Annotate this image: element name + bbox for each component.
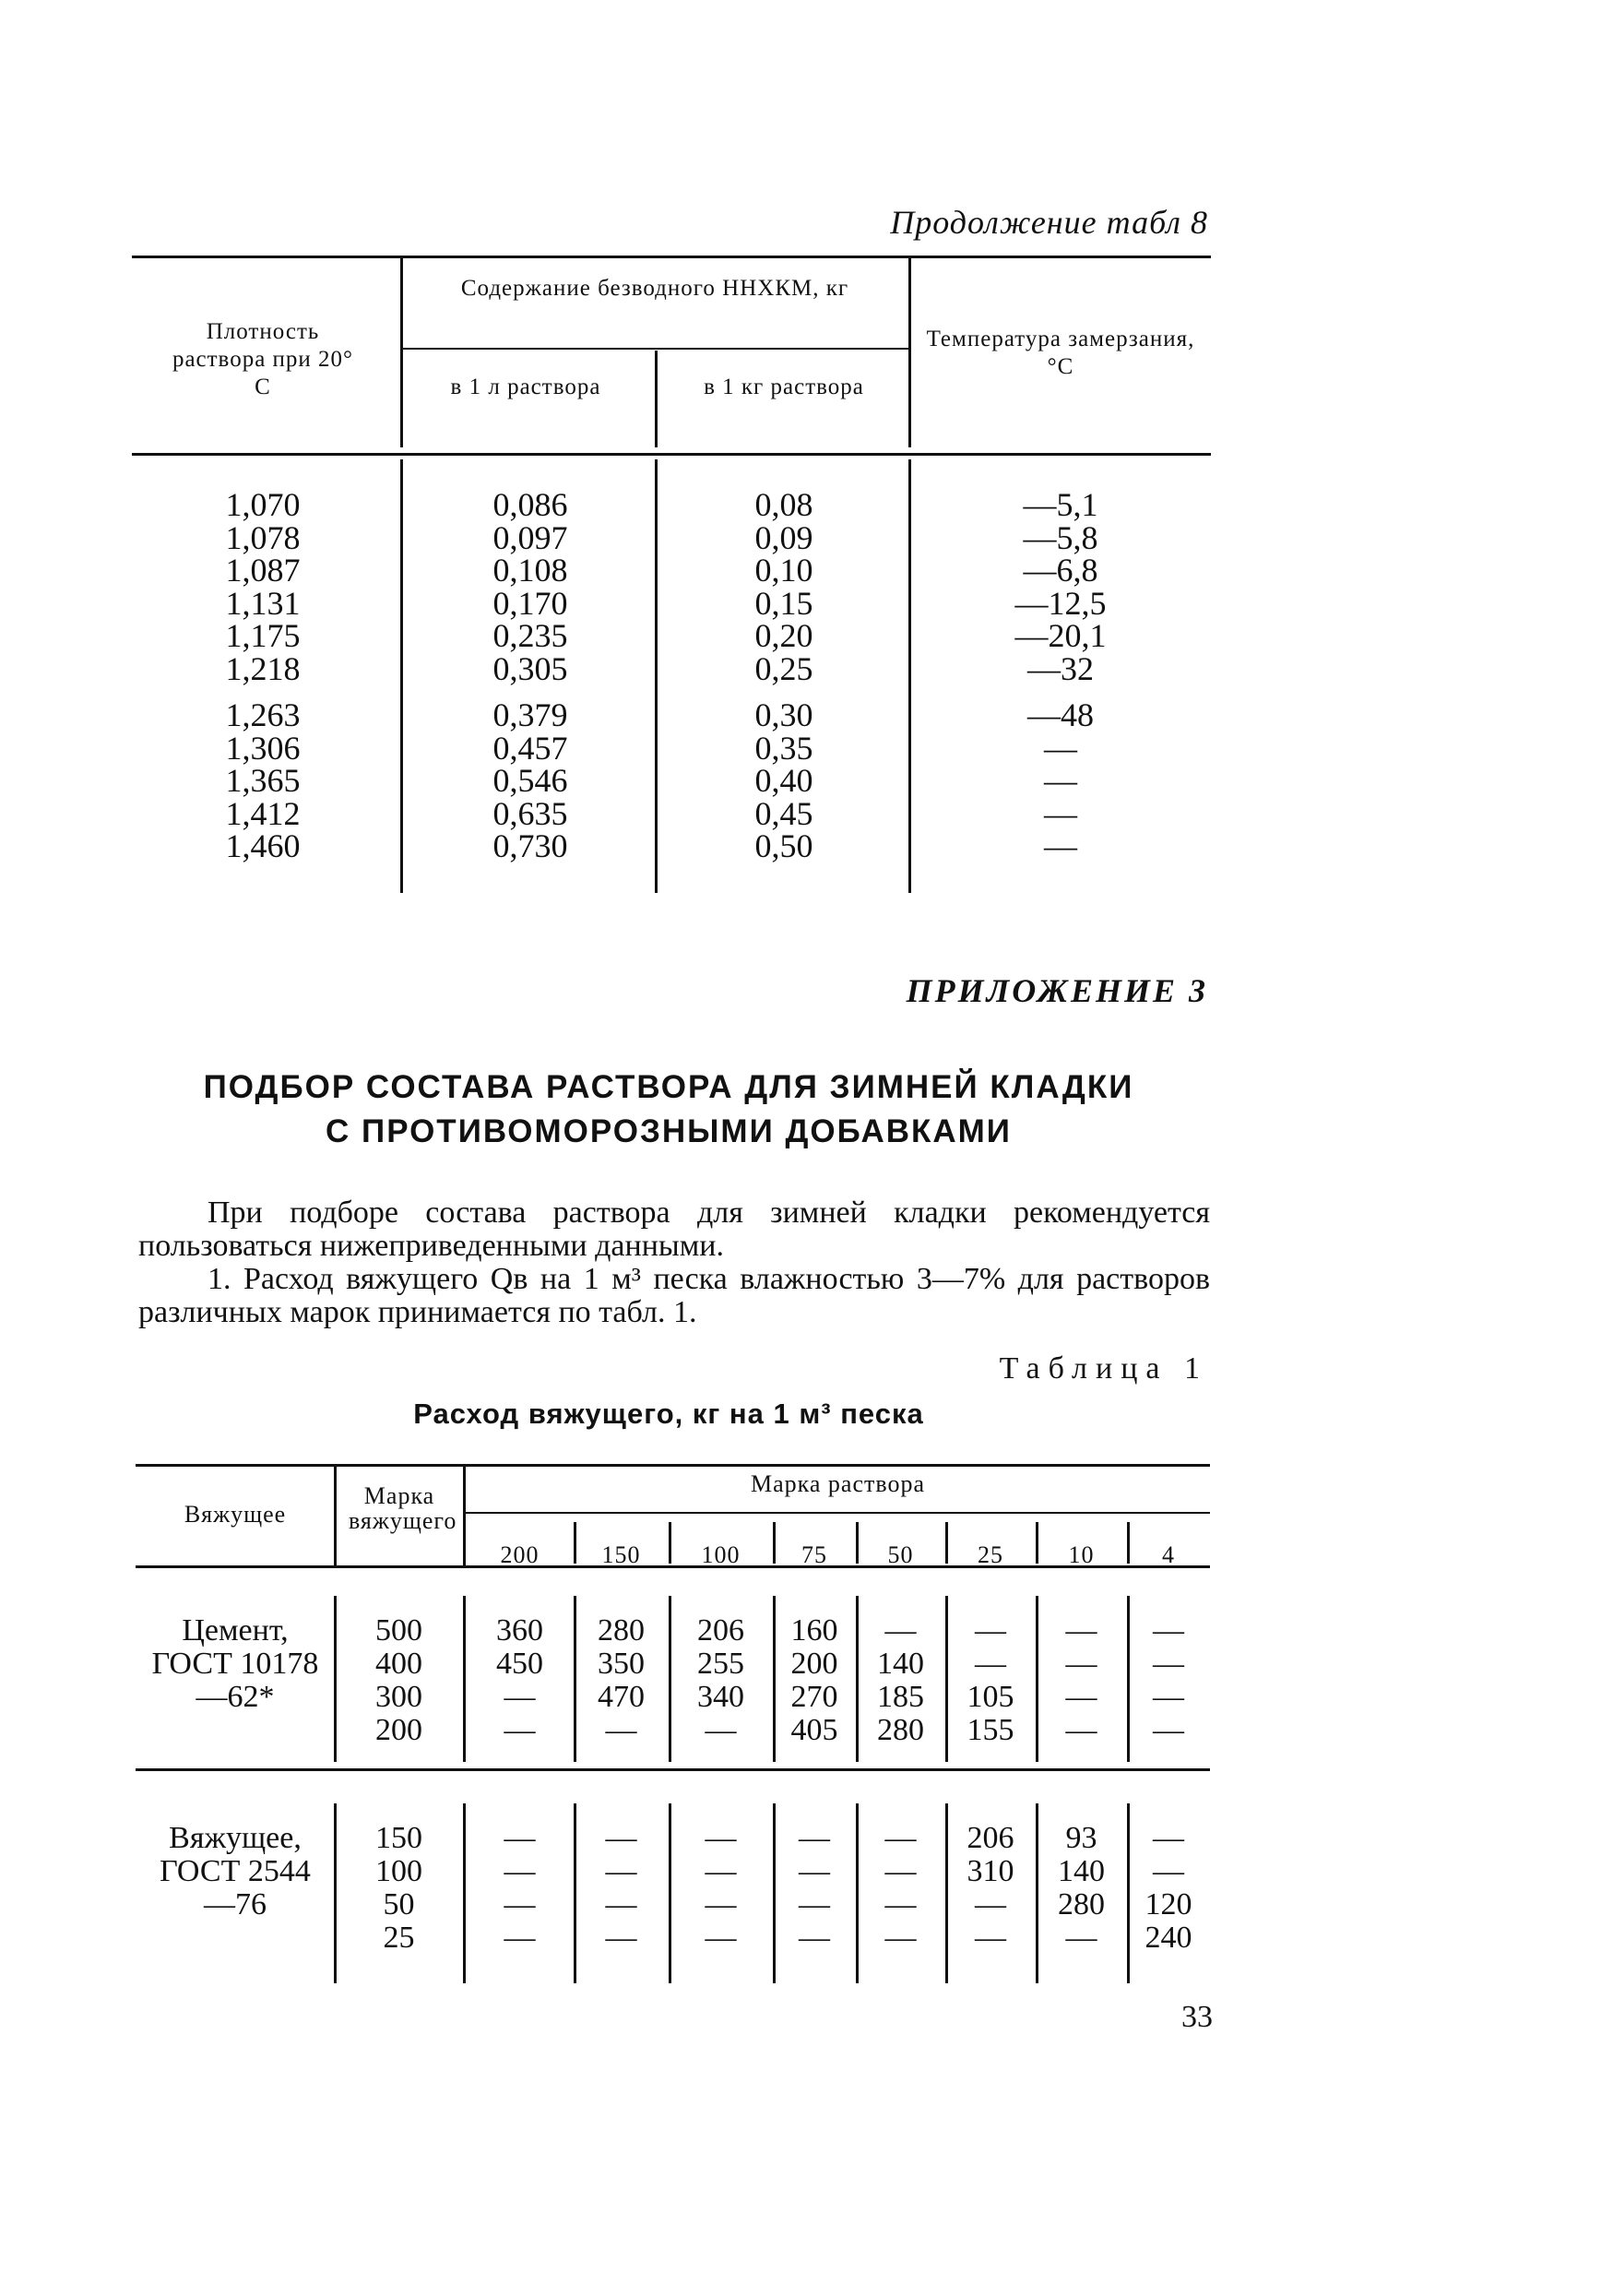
table-cell: 0,15 [754, 584, 813, 622]
table-cell: — [1044, 762, 1077, 799]
table1-top-rule [136, 1464, 1210, 1467]
header-freezing: Температура замерзания, °С [926, 327, 1195, 379]
table-cell: 0,546 [492, 762, 568, 799]
table-cell: — [884, 1854, 917, 1888]
table1-group-divider [136, 1768, 1210, 1771]
column-divider [1036, 1803, 1038, 1983]
table-cell: 140 [1058, 1854, 1105, 1888]
table-cell: 0,108 [492, 552, 568, 589]
table-cell: 1,263 [225, 696, 301, 733]
table-caption: Продолжение табл 8 [890, 204, 1208, 241]
table-cell: 0,170 [492, 584, 568, 622]
table-cell: — [504, 1680, 536, 1714]
column-divider [1036, 1522, 1038, 1564]
table-cell: 155 [967, 1713, 1014, 1747]
table-cell: —32 [1027, 649, 1094, 687]
table-row [0, 518, 1613, 556]
appendix-title [138, 1065, 1199, 1154]
table-cell: 450 [496, 1647, 543, 1681]
table-cell: — [504, 1821, 536, 1855]
table-cell: 0,10 [754, 552, 813, 589]
column-divider [334, 1467, 337, 1565]
table-cell: — [1065, 1680, 1097, 1714]
table-row [0, 554, 1613, 587]
table-cell: 1,131 [225, 584, 301, 622]
table-cell: — [799, 1887, 830, 1921]
table-cell: — [884, 1821, 917, 1855]
table-cell: — [705, 1887, 737, 1921]
grade-header: 25 [978, 1541, 1003, 1568]
table-cell: —6,8 [1023, 552, 1098, 589]
column-divider [574, 1596, 576, 1762]
table-cell: 206 [697, 1613, 744, 1648]
table-cell: 270 [790, 1680, 838, 1714]
table-header-bottom-rule [132, 453, 1211, 456]
table-cell: — [605, 1854, 637, 1888]
table-row [0, 617, 1613, 654]
table-cell: 0,50 [754, 827, 813, 864]
table-cell: 300 [375, 1680, 422, 1714]
column-divider [1127, 1803, 1130, 1983]
table-cell: — [1044, 729, 1077, 767]
table-cell: 25 [383, 1921, 415, 1955]
table-cell: 0,305 [492, 649, 568, 687]
table-cell: —12,5 [1014, 584, 1107, 622]
table-cell: — [975, 1613, 1006, 1648]
table-cell: 0,08 [754, 486, 813, 523]
table-cell: — [1153, 1647, 1184, 1681]
table-cell: 105 [967, 1680, 1014, 1714]
table-cell: — [884, 1887, 917, 1921]
appendix-paragraph-2: 1. Расход вяжущего Qв на 1 м³ песка влажностью 3—7% для растворов различных марок принимается по табл. 1. [138, 1262, 1210, 1329]
table-cell: — [605, 1921, 637, 1955]
grade-header: 4 [1162, 1541, 1175, 1568]
table-row [0, 827, 1613, 864]
column-divider [908, 258, 911, 447]
table-cell: 500 [375, 1613, 422, 1648]
table-cell: — [1065, 1921, 1097, 1955]
column-divider [400, 258, 403, 447]
column-divider [856, 1596, 859, 1762]
header-binder: Вяжущее [184, 1501, 287, 1528]
table-cell: 0,635 [492, 794, 568, 832]
header-per-kg: в 1 кг раствора [704, 375, 864, 399]
table-cell: — [975, 1647, 1006, 1681]
table-cell: — [705, 1854, 737, 1888]
grade-header: 50 [887, 1541, 914, 1568]
table-cell: — [705, 1921, 737, 1955]
header-density: Плотность раствора при 20° С [172, 319, 354, 399]
table-cell: 0,379 [492, 696, 568, 733]
column-divider [334, 1803, 337, 1983]
table1-header-bottom-rule [136, 1565, 1210, 1568]
table-cell: 200 [790, 1647, 838, 1681]
table-cell: 0,097 [492, 518, 568, 556]
table-cell: 0,30 [754, 696, 813, 733]
table-cell: — [1153, 1613, 1184, 1648]
table-cell: —5,8 [1023, 518, 1098, 556]
table-cell: — [1065, 1713, 1097, 1747]
grade-header: 100 [701, 1541, 741, 1568]
column-divider [773, 1522, 776, 1564]
table-cell: 1,412 [225, 794, 301, 832]
column-divider [655, 351, 658, 447]
table-cell: — [1153, 1821, 1184, 1855]
header-content-group: Содержание безводного ННХКМ, кг [460, 276, 849, 301]
table-cell: — [1153, 1854, 1184, 1888]
table-row [0, 794, 1613, 832]
table-cell: 50 [383, 1887, 415, 1921]
table-cell: — [605, 1887, 637, 1921]
group-name: Вяжущее, ГОСТ 2544—76 [160, 1821, 311, 1921]
column-divider [856, 1803, 859, 1983]
table-row [0, 729, 1613, 767]
table-cell: 0,730 [492, 827, 568, 864]
grade-header: 75 [801, 1541, 827, 1568]
appendix-title-line2: С ПРОТИВОМОРОЗНЫМИ ДОБАВКАМИ [326, 1113, 1012, 1149]
table-cell: 1,070 [225, 486, 301, 523]
column-divider [463, 1596, 466, 1762]
table-subheader-rule [403, 348, 910, 350]
table-cell: 360 [496, 1613, 543, 1648]
column-divider [1036, 1596, 1038, 1762]
table-cell: — [504, 1921, 536, 1955]
table-cell: — [1044, 827, 1077, 864]
table-cell: 280 [1058, 1887, 1105, 1921]
table-cell: — [1044, 794, 1077, 832]
table1-label: Таблица 1 [999, 1351, 1208, 1386]
table-cell: — [799, 1821, 830, 1855]
grade-header: 200 [500, 1541, 540, 1568]
table-cell: —20,1 [1014, 617, 1107, 654]
appendix-title-line1: ПОДБОР СОСТАВА РАСТВОРА ДЛЯ ЗИМНЕЙ КЛАДКИ [203, 1069, 1134, 1105]
table1-subheader-rule [466, 1512, 1210, 1514]
table-cell: 100 [375, 1854, 422, 1888]
table-cell: — [605, 1713, 637, 1747]
table-top-rule [132, 256, 1211, 258]
table-cell: — [605, 1821, 637, 1855]
table-cell: —5,1 [1023, 486, 1098, 523]
table-cell: 0,235 [492, 617, 568, 654]
table-cell: 1,175 [225, 617, 301, 654]
table-cell: 200 [375, 1713, 422, 1747]
column-divider [945, 1803, 948, 1983]
table-row [0, 584, 1613, 622]
table-cell: 280 [598, 1613, 645, 1648]
table-cell: — [1153, 1713, 1184, 1747]
table-cell: 1,078 [225, 518, 301, 556]
table-cell: — [884, 1613, 917, 1648]
table-cell: 1,218 [225, 649, 301, 687]
column-divider [945, 1596, 948, 1762]
column-divider [669, 1522, 671, 1564]
table-cell: — [1153, 1680, 1184, 1714]
column-divider [463, 1803, 466, 1983]
header-per-liter: в 1 л раствора [450, 375, 601, 399]
table-cell: 350 [598, 1647, 645, 1681]
column-divider [1127, 1522, 1130, 1564]
table1-title: Расход вяжущего, кг на 1 м³ песка [413, 1398, 924, 1430]
table-cell: — [705, 1713, 737, 1747]
table-row [0, 696, 1613, 733]
page-number: 33 [1181, 2000, 1213, 2034]
table-cell: 185 [877, 1680, 924, 1714]
table-cell: 1,306 [225, 729, 301, 767]
table-cell: 400 [375, 1647, 422, 1681]
table-cell: — [1065, 1613, 1097, 1648]
table-cell: — [504, 1887, 536, 1921]
table-cell: 0,20 [754, 617, 813, 654]
group-name: Цемент, ГОСТ 10178—62* [151, 1613, 319, 1714]
table-cell: 1,460 [225, 827, 301, 864]
column-divider [773, 1803, 776, 1983]
table-cell: — [975, 1887, 1006, 1921]
column-divider [669, 1596, 671, 1762]
table-cell: 0,35 [754, 729, 813, 767]
column-divider [1127, 1596, 1130, 1762]
table-cell: 160 [790, 1613, 838, 1648]
table-cell: 255 [697, 1647, 744, 1681]
table-cell: 0,25 [754, 649, 813, 687]
column-divider [574, 1522, 576, 1564]
table-cell: — [504, 1854, 536, 1888]
table-cell: — [799, 1921, 830, 1955]
table-row [0, 486, 1613, 523]
table-cell: — [975, 1921, 1006, 1955]
table-cell: — [504, 1713, 536, 1747]
table-cell: 470 [598, 1680, 645, 1714]
table-cell: 1,087 [225, 552, 301, 589]
table-cell: 120 [1145, 1887, 1192, 1921]
column-divider [574, 1803, 576, 1983]
appendix-label: ПРИЛОЖЕНИЕ 3 [906, 972, 1208, 1009]
column-divider [334, 1596, 337, 1762]
table-row [0, 762, 1613, 799]
table-cell: 0,40 [754, 762, 813, 799]
table-cell: — [884, 1921, 917, 1955]
column-divider [773, 1596, 776, 1762]
table-cell: 240 [1145, 1921, 1192, 1955]
table-cell: 280 [877, 1713, 924, 1747]
appendix-paragraph-1: При подборе состава раствора для зимней кладки рекомендуется пользоваться нижеприведенными данными. [138, 1196, 1210, 1263]
table-cell: 150 [375, 1821, 422, 1855]
table-cell: 340 [697, 1680, 744, 1714]
table-row [0, 649, 1613, 687]
table-cell: — [1065, 1647, 1097, 1681]
table-cell: 310 [967, 1854, 1014, 1888]
table-cell: 93 [1065, 1821, 1097, 1855]
table-cell: —48 [1027, 696, 1094, 733]
grade-header: 150 [601, 1541, 641, 1568]
table-cell: 0,09 [754, 518, 813, 556]
table-cell: 0,45 [754, 794, 813, 832]
table-cell: — [705, 1821, 737, 1855]
table-cell: 0,457 [492, 729, 568, 767]
column-divider [856, 1522, 859, 1564]
table-cell: 0,086 [492, 486, 568, 523]
grade-header: 10 [1068, 1541, 1095, 1568]
table-cell: 140 [877, 1647, 924, 1681]
column-divider [669, 1803, 671, 1983]
table-cell: 1,365 [225, 762, 301, 799]
column-divider [945, 1522, 948, 1564]
table-cell: — [799, 1854, 830, 1888]
table-cell: 206 [967, 1821, 1014, 1855]
header-mortar-grade: Марка раствора [750, 1470, 926, 1497]
header-binder-grade: Марка вяжущего [349, 1482, 457, 1534]
table-cell: 405 [790, 1713, 838, 1747]
